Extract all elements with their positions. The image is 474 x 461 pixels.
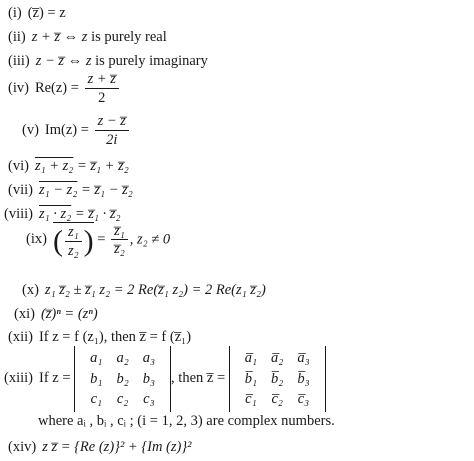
formula-row-vi xyxy=(8,159,129,174)
determinant-row xyxy=(238,369,317,390)
item-label: (xii) xyxy=(8,329,33,345)
item-label: (vii) xyxy=(8,182,33,198)
iff-symbol: ⇔ xyxy=(67,53,83,69)
determinant-cell: c̅₂ xyxy=(271,391,283,407)
note-text: where aᵢ , bᵢ , cᵢ ; (i = 1, 2, 3) are complex numbers. xyxy=(38,413,335,429)
determinant-cell: c₁ xyxy=(90,391,103,407)
fraction-denominator: 2 xyxy=(98,89,106,106)
formula-var: z xyxy=(85,53,92,69)
item-label: (ix) xyxy=(26,231,47,248)
fraction-numerator: z̅₁ xyxy=(111,224,128,241)
formula-lhs: z₁ − z₂ xyxy=(38,182,78,198)
fraction xyxy=(111,224,128,257)
determinant-cell: b₁ xyxy=(90,370,103,387)
formula-row-iv xyxy=(8,72,121,105)
fraction-denominator: z₂ xyxy=(67,242,79,259)
determinant-cell: b₂ xyxy=(116,370,129,387)
formula-text: z z̅ = {Re (z)}² + {Im (z)}² xyxy=(42,439,192,455)
formula-text: z₁ z̅₂ ± z̅₁ z₂ = 2 Re(z̅₁ z₂) = 2 Re(z₁ z̅₂) xyxy=(44,282,266,298)
determinant-cell: c̅₃ xyxy=(297,391,310,407)
fraction xyxy=(95,114,129,147)
formula-var: z xyxy=(81,29,88,45)
formula-lhs: z₁ + z₂ xyxy=(34,158,74,174)
item-label: (viii) xyxy=(4,206,33,222)
formula-rhs: = z̅₁ + z̅₂ xyxy=(76,158,129,174)
condition-text: , z₂ ≠ 0 xyxy=(129,231,171,248)
determinant-row xyxy=(83,369,162,390)
iff-symbol: ⇔ xyxy=(63,29,79,45)
item-label: (i) xyxy=(8,5,22,21)
conjugate-quotient: ( $\frac{\text{z₁}}{\text{z₂}}$ ) xyxy=(52,224,94,259)
formula-row-vii xyxy=(8,183,133,198)
determinant-cell: a̅₂ xyxy=(271,350,284,366)
formula-row-xiv xyxy=(8,440,192,455)
formula-fn: Re(z) = xyxy=(34,79,79,96)
formula-text: If z = f (z₁), then z̅ = f (z̅₁) xyxy=(38,329,192,345)
item-label: (xi) xyxy=(14,306,35,322)
formula-rhs: = z̅₁ · z̅₂ xyxy=(74,206,121,222)
determinant-cell: c₃ xyxy=(143,391,155,407)
determinant-cell: b̅₃ xyxy=(297,370,310,387)
formula-lhs: z − z̅ xyxy=(35,53,65,69)
formula-row-xii xyxy=(8,330,191,345)
formula-text: is purely real xyxy=(91,29,167,45)
formula-row-ii xyxy=(8,30,167,45)
determinant-cell: a₁ xyxy=(90,350,103,366)
item-label: (xiv) xyxy=(8,439,37,455)
determinant-row xyxy=(83,348,162,369)
determinant-conjugate xyxy=(229,346,326,412)
fraction-numerator: z + z̅ xyxy=(85,72,119,89)
determinant-cell: b₃ xyxy=(142,370,156,387)
formula-lhs: z + z̅ xyxy=(31,29,61,45)
fraction xyxy=(85,72,119,105)
formula-text: , then z̅ = xyxy=(171,370,226,387)
determinant-cell: b̅₁ xyxy=(244,370,258,387)
determinant-cell: a̅₃ xyxy=(297,350,310,366)
determinant-row xyxy=(238,348,317,369)
equals-sign: = xyxy=(97,231,106,248)
formula-row-x xyxy=(8,283,266,298)
formula-note xyxy=(38,414,335,429)
formula-row-iii xyxy=(8,54,208,69)
determinant-cell: c̅₁ xyxy=(245,391,257,407)
determinant-cell: a̅₁ xyxy=(244,350,258,366)
item-label: (xiii) xyxy=(4,370,33,387)
determinant-cell: a₃ xyxy=(142,350,156,366)
determinant-cell: a₂ xyxy=(116,350,129,366)
formula-row-xiii xyxy=(4,346,326,412)
formula-text: (z̅) = z xyxy=(27,5,66,21)
formula-rhs: = z̅₁ − z̅₂ xyxy=(81,182,133,198)
item-label: (vi) xyxy=(8,158,29,174)
formula-row-viii xyxy=(4,207,121,222)
fraction-numerator: z₁ xyxy=(65,225,82,242)
determinant-row xyxy=(238,389,317,410)
formula-row-v xyxy=(8,114,131,147)
fraction-numerator: z − z̅ xyxy=(95,114,129,131)
item-label: (x) xyxy=(22,282,39,298)
formula-row-ix xyxy=(8,222,170,258)
item-label: (iii) xyxy=(8,53,30,69)
determinant-cell: b̅₂ xyxy=(271,370,284,387)
formula-text: If z = xyxy=(39,370,71,387)
item-label: (iv) xyxy=(8,79,29,96)
item-label: (ii) xyxy=(8,29,26,45)
determinant-cell: c₂ xyxy=(116,391,129,407)
determinant xyxy=(74,346,171,412)
formula-fn: Im(z) = xyxy=(44,121,89,138)
fraction-denominator: z̅₂ xyxy=(114,241,125,257)
formula-row-xi xyxy=(8,307,98,322)
formula-row-i xyxy=(8,6,66,21)
formula-text: is purely imaginary xyxy=(95,53,208,69)
formula-lhs: z₁ · z₂ xyxy=(39,206,72,222)
fraction-denominator: 2i xyxy=(106,131,118,148)
item-label: (v) xyxy=(22,121,39,138)
formula-text: (z̅)ⁿ = (zⁿ) xyxy=(40,306,98,322)
determinant-row xyxy=(83,389,162,410)
